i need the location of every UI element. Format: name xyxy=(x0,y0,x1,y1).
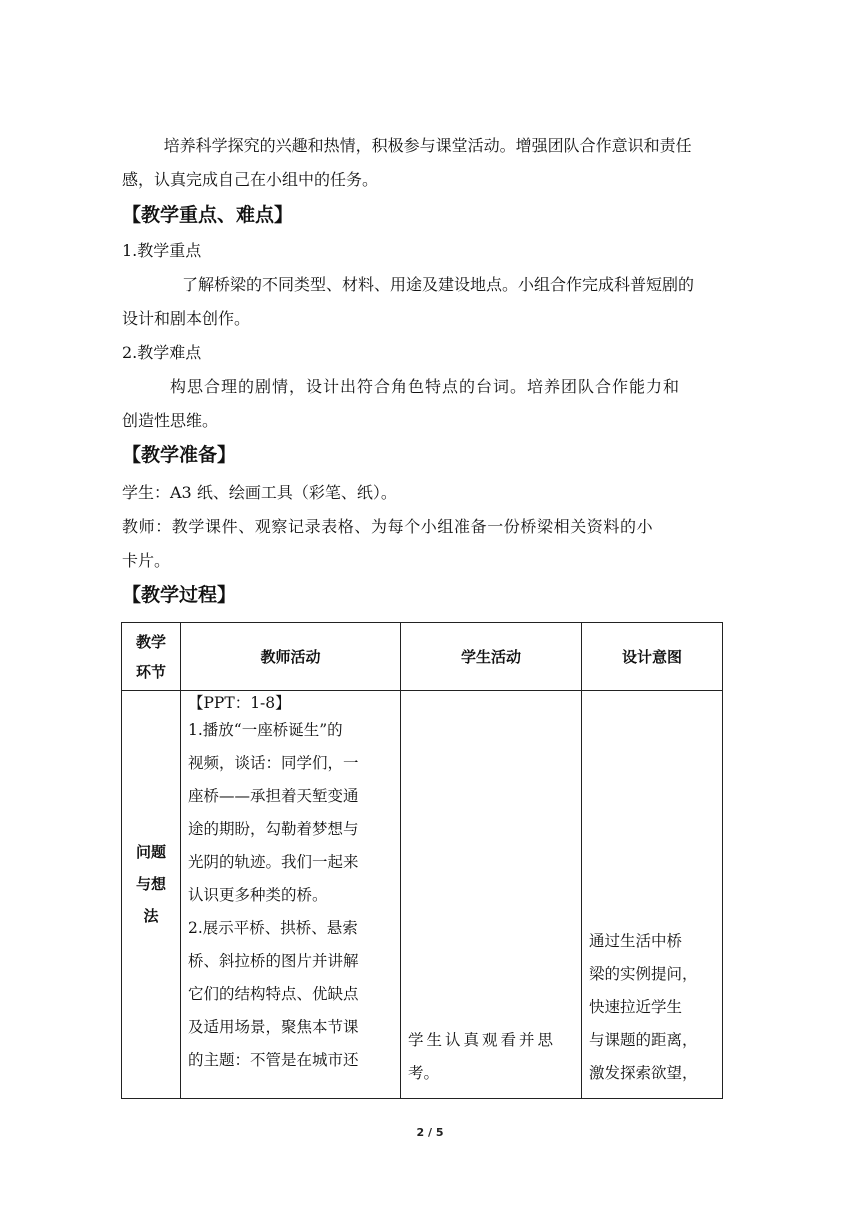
header-student-activity: 学生活动 xyxy=(401,623,582,691)
teacher-line: 1.播放“一座桥诞生”的 xyxy=(188,721,343,739)
teacher-line: 2.展示平桥、拱桥、悬索 xyxy=(188,919,358,937)
header-stage-line-2: 环节 xyxy=(135,662,166,681)
header-design-intent: 设计意图 xyxy=(582,623,723,691)
section-heading-preparation: 【教学准备】 xyxy=(122,444,237,466)
teacher-line: 视频，谈话：同学们，一 xyxy=(188,754,359,772)
teacher-line: 及适用场景，聚焦本节课 xyxy=(188,1018,359,1036)
cell-stage xyxy=(122,691,181,1099)
teacher-line: 的主题：不管是在城市还 xyxy=(188,1051,359,1069)
intent-line: 激发探索欲望， xyxy=(589,1064,698,1082)
prep-student: 学生：A3 纸、绘画工具（彩笔、纸）。 xyxy=(122,483,397,502)
teacher-line: 认识更多种类的桥。 xyxy=(188,886,328,904)
prep-teacher xyxy=(122,510,732,578)
prep-teacher-line-1: 教师：教学课件、观察记录表格、为每个小组准备一份桥梁相关资料的小 xyxy=(122,517,654,536)
cell-design-intent xyxy=(582,691,723,1099)
header-teacher-activity: 教师活动 xyxy=(181,623,401,691)
section-heading-process: 【教学过程】 xyxy=(122,584,237,606)
intro-line-1: 培养科学探究的兴趣和热情，积极参与课堂活动。增强团队合作意识和责任 xyxy=(163,136,692,155)
teacher-line: 桥、斜拉桥的图片并讲解 xyxy=(188,952,359,970)
key-point-paragraph xyxy=(122,268,732,336)
teacher-line: 【PPT：1-8】 xyxy=(188,694,291,712)
cell-teacher-activity xyxy=(181,691,401,1099)
teacher-line: 它们的结构特点、优缺点 xyxy=(188,985,359,1003)
header-stage xyxy=(122,623,181,691)
intent-line: 与课题的距离， xyxy=(589,1031,698,1049)
student-line: 考。 xyxy=(408,1064,440,1082)
student-line: 学生认真观看并思 xyxy=(408,1031,557,1049)
intent-line: 通过生活中桥 xyxy=(589,932,683,950)
table-row xyxy=(122,691,723,1099)
stage-line-2: 与想 xyxy=(135,875,166,893)
intro-paragraph xyxy=(122,129,732,197)
intro-line-2: 感，认真完成自己在小组中的任务。 xyxy=(122,170,379,189)
teacher-line: 途的期盼，勾勒着梦想与 xyxy=(188,820,359,838)
difficulty-paragraph xyxy=(122,370,732,438)
prep-teacher-line-2: 卡片。 xyxy=(122,551,171,570)
stage-line-1: 问题 xyxy=(135,843,166,861)
difficulty-line-2: 创造性思维。 xyxy=(122,411,219,430)
section-heading-key-points: 【教学重点、难点】 xyxy=(122,204,294,226)
difficulty-line-1: 构思合理的剧情，设计出符合角色特点的台词。培养团队合作能力和 xyxy=(170,377,681,396)
difficulty-label: 2.教学难点 xyxy=(122,343,202,362)
key-point-label: 1.教学重点 xyxy=(122,241,202,260)
key-point-line-2: 设计和剧本创作。 xyxy=(122,309,251,328)
key-point-line-1: 了解桥梁的不同类型、材料、用途及建设地点。小组合作完成科普短剧的 xyxy=(182,275,695,294)
intent-line: 快速拉近学生 xyxy=(589,998,683,1016)
stage-line-3: 法 xyxy=(143,907,159,925)
teacher-line: 座桥——承担着天堑变通 xyxy=(188,787,359,805)
teacher-line: 光阴的轨迹。我们一起来 xyxy=(188,853,359,871)
intent-line: 梁的实例提问， xyxy=(589,965,698,983)
cell-student-activity xyxy=(401,691,582,1099)
page-number: 2 / 5 xyxy=(416,1126,444,1139)
header-stage-line-1: 教学 xyxy=(135,632,166,651)
process-table xyxy=(121,622,723,1099)
table-header-row xyxy=(122,623,723,691)
